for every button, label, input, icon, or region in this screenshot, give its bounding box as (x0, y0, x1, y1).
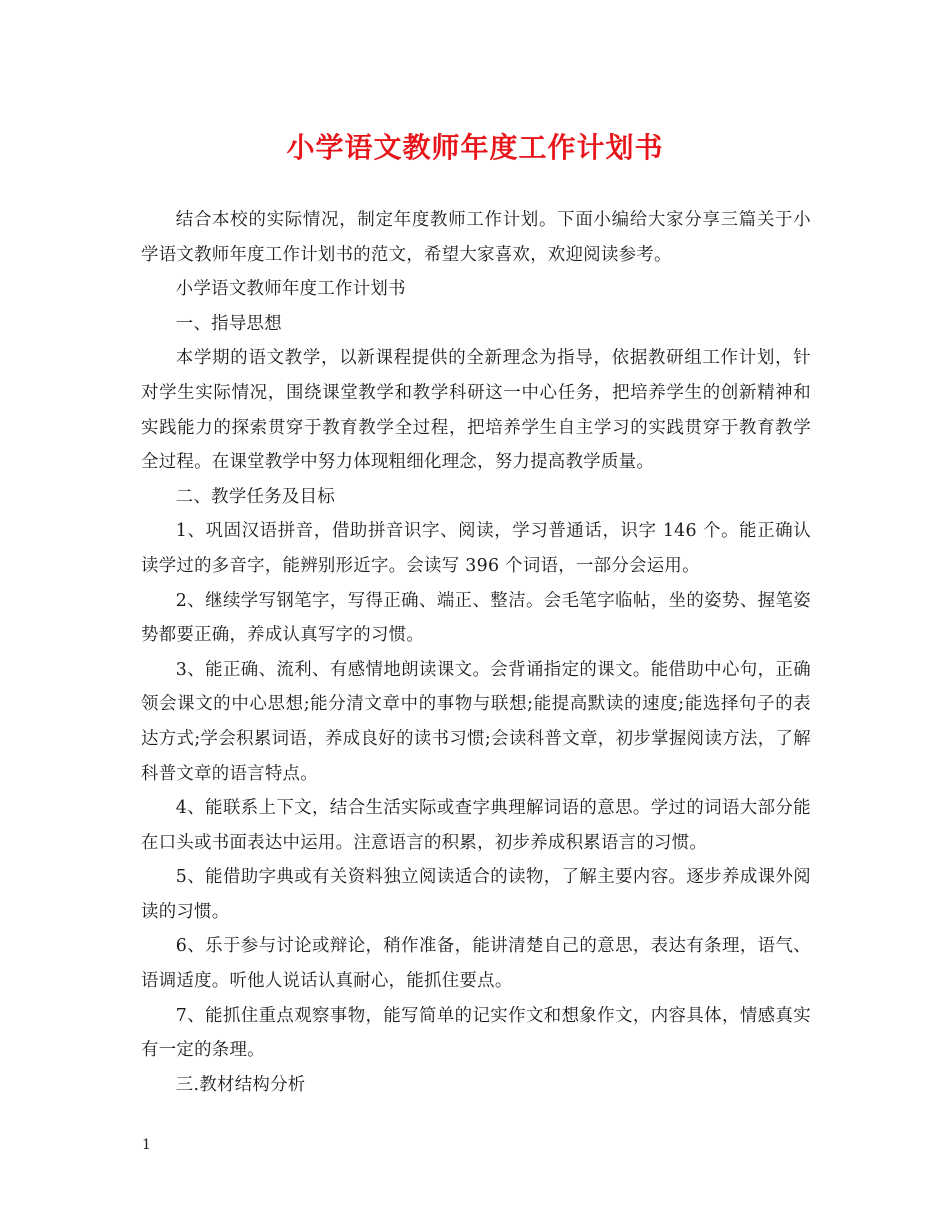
document-title: 小学语文教师年度工作计划书 (286, 131, 664, 164)
goal-item-4: 4、能联系上下文，结合生活实际或查字典理解词语的意思。学过的词语大部分能在口头或书面表达中运用。注意语言的积累，初步养成积累语言的习惯。 (141, 798, 811, 853)
goal-item-3: 3、能正确、流利、有感情地朗读课文。会背诵指定的课文。能借助中心句，正确领会课文的中心思想;能分清文章中的事物与联想;能提高默读的速度;能选择句子的表达方式;学会积累词语，养成良好的读书习惯;会读科普文章，初步掌握阅读方法，了解科普文章的语言特点。 (141, 659, 811, 784)
guiding-thought-paragraph: 本学期的语文教学，以新课程提供的全新理念为指导，依据教研组工作计划，针对学生实际情况，围绕课堂教学和教学科研这一中心任务，把培养学生的创新精神和实践能力的探索贯穿于教育教学全过程，把培养学生自主学习的实践贯穿于教育教学全过程。在课堂教学中努力体现粗细化理念，努力提高教学质量。 (141, 348, 811, 473)
intro-paragraph: 结合本校的实际情况，制定年度教师工作计划。下面小编给大家分享三篇关于小学语文教师年度工作计划书的范文，希望大家喜欢，欢迎阅读参考。 (141, 210, 811, 265)
page-number: 1 (142, 1137, 151, 1153)
document-body (141, 203, 811, 1102)
section-heading-textbook-structure: 三.教材结构分析 (175, 1074, 306, 1095)
goal-item-5: 5、能借助字典或有关资料独立阅读适合的读物，了解主要内容。逐步养成课外阅读的习惯。 (141, 867, 811, 922)
goal-item-6: 6、乐于参与讨论或辩论，稍作准备，能讲清楚自己的意思，表达有条理，语气、语调适度。听他人说话认真耐心，能抓住要点。 (141, 936, 811, 992)
goal-item-7: 7、能抓住重点观察事物，能写简单的记实作文和想象作文，内容具体，情感真实有一定的条理。 (141, 1005, 811, 1061)
goal-item-2: 2、继续学写钢笔字，写得正确、端正、整洁。会毛笔字临帖，坐的姿势、握笔姿势都要正确，养成认真写字的习惯。 (141, 590, 811, 646)
section-heading-plan: 小学语文教师年度工作计划书 (175, 279, 406, 300)
section-heading-teaching-goals: 二、教学任务及目标 (175, 486, 336, 507)
goal-item-1: 1、巩固汉语拼音，借助拼音识字、阅读，学习普通话，识字 146 个。能正确认读学过的多音字，能辨别形近字。会读写 396 个词语，一部分会运用。 (141, 521, 811, 576)
section-heading-guiding-thought: 一、指导思想 (175, 313, 282, 334)
